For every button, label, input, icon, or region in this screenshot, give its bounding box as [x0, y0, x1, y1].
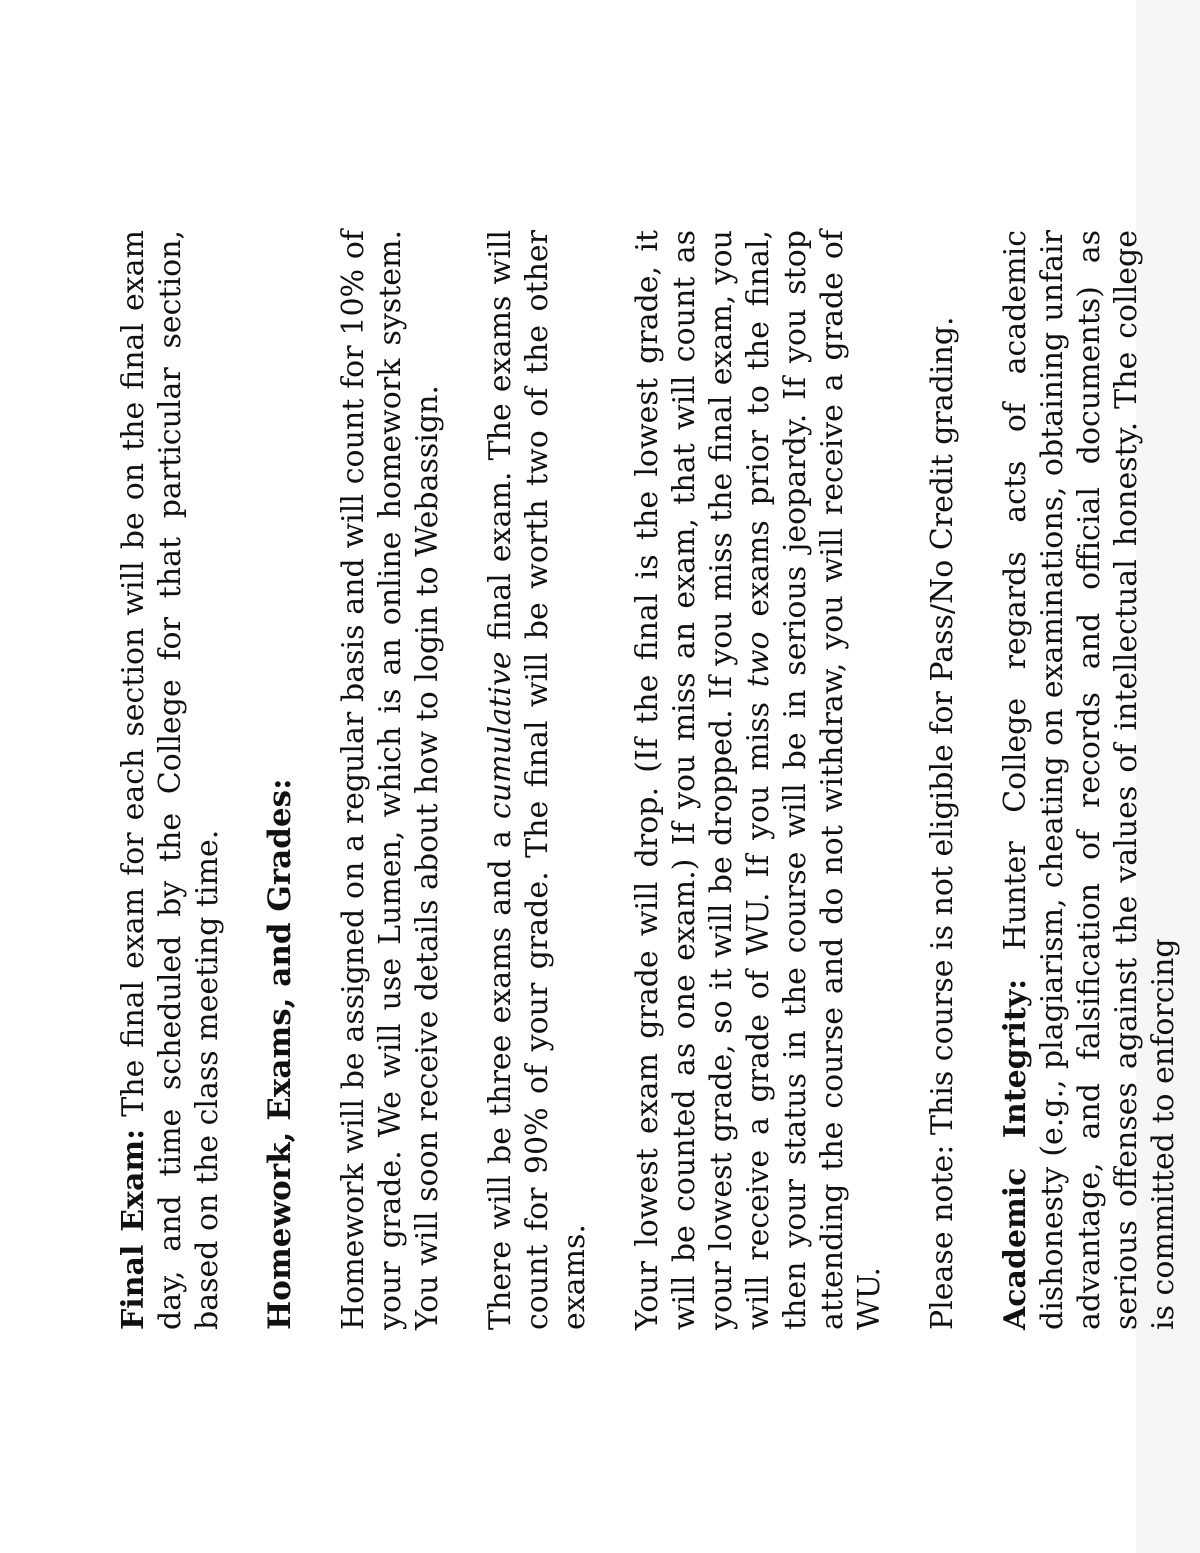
final-exam-label: Final Exam: [116, 1128, 151, 1330]
exams-emphasis: cumulative [483, 651, 518, 820]
final-exam-text: The final exam for each section will be on the final exam day, and time scheduled by the College for that particular section, based on the class meeting time. [116, 230, 225, 1330]
exams-text-1: There will be three exams and a [483, 819, 518, 1330]
rotated-page-content [115, 230, 1200, 1330]
exams-paragraph [482, 230, 593, 1330]
drop-policy-text-2: exams prior to the final, then your status in the course will be in serious jeopardy. If you stop attending the course and do not withdraw, you will receive a grade of WU. [741, 230, 887, 1330]
drop-policy-emphasis: two [741, 631, 776, 688]
exams-text-2: final exam. The exams will count for 90% of your grade. The final will be worth two of the other exams. [483, 229, 592, 1330]
section-heading: Homework, Exams, and Grades: [262, 778, 298, 1330]
final-exam-paragraph [115, 230, 226, 1330]
academic-integrity-text: Hunter College regards acts of academic dishonesty (e.g., plagiarism, cheating on examinations, obtaining unfair advantage, and falsification of records and official documents) as serious offenses against the values of intellectual honesty. The college is committed to enforcing [998, 230, 1181, 1330]
drop-policy-text-1: Your lowest exam grade will drop. (If the final is the lowest grade, it will be counted as one exam.) If you miss an exam, that will count as your lowest grade, so it will be dropped. If you miss the final exam, you will receive a grade of WU. If you miss [630, 230, 776, 1330]
pass-note-paragraph: Please note: This course is not eligible for Pass/No Credit grading. [925, 316, 960, 1330]
academic-integrity-label: Academic Integrity: [998, 978, 1033, 1330]
drop-policy-paragraph [629, 230, 888, 1330]
academic-integrity-paragraph [997, 230, 1182, 1330]
homework-paragraph: Homework will be assigned on a regular basis and will count for 10% of your grade. We will use Lumen, which is an online homework system. You will soon receive details about how to login to Webassign. [336, 230, 445, 1330]
